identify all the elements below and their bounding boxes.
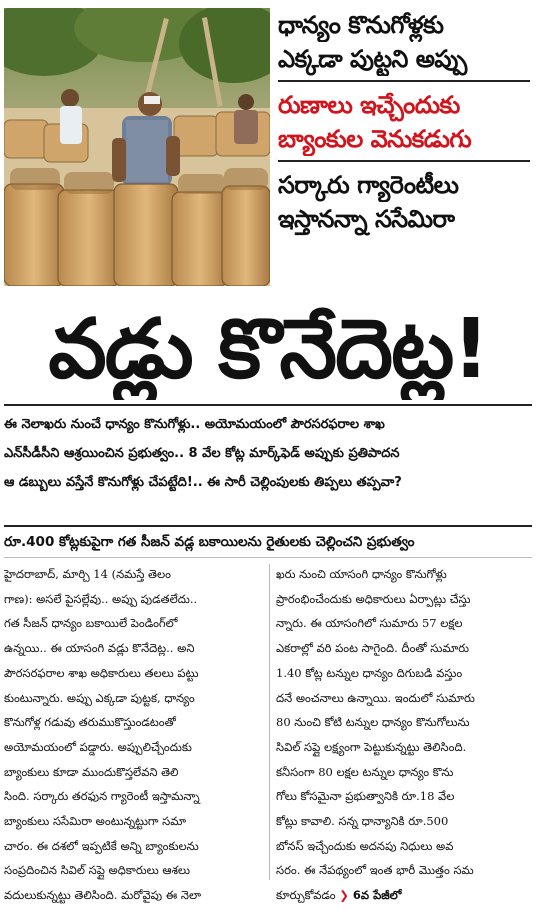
deck-line-6: ఇస్తానన్నా ససేమిరా (278, 205, 455, 233)
summary-line: రూ.400 కోట్లకుపైగా గత సీజన్‌ వడ్ల బకాయిలను రైతులకు చెల్లించని ప్రభుత్వం (4, 525, 532, 558)
deck-line-1: ధాన్యం కొనుగోళ్లకు (278, 11, 444, 39)
body-line: బ్యాంకులు కూడా ముందుకొస్తలేవని తెలి (4, 764, 179, 779)
article-left-column (4, 562, 266, 908)
intro-line: ఎన్‌సీడీసీని ఆశ్రయించిన ప్రభుత్వం.. 8 వేల కోట్ల మార్క్‌ఫెడ్‌ అప్పుకు ప్రతిపాదన (4, 446, 400, 461)
deck-divider (278, 80, 530, 82)
column-divider (269, 564, 270, 880)
headline-rule (4, 404, 532, 406)
body-line: బ్యాంకులు ససేమిరా అంటున్నట్టుగా సమా (4, 814, 187, 829)
body-line: 80 నుంచి కోటి టన్నుల ధాన్యం కొనుగోలును (276, 715, 470, 730)
deck-line-3: రుణాలు ఇచ్చేందుకు (278, 91, 460, 119)
body-line: చారం. ఈ దశలో ఇప్పటికే అన్ని బ్యాంకులను (4, 838, 199, 853)
body-line: న్నారు. ఈ యాసంగిలో సుమారు 57 లక్షల (276, 616, 463, 631)
intro-line: ఈ నెలాఖరు నుంచే ధాన్యం కొనుగోళ్లు.. అయోమయంలో పౌరసరఫరాల శాఖ (4, 417, 385, 432)
continued-page-label: 6వ పేజీలో (352, 888, 402, 903)
body-line: సివిల్‌ సప్లై లక్ష్యంగా పెట్టుకున్నట్టు తెలిసింది. (276, 739, 467, 754)
body-line: సంప్రదించిన సివిల్‌ సప్లై అధికారులు ఆశలు (4, 863, 191, 878)
body-line: వదులుకున్నట్టు తెలిసింది. మరోవైపు ఈ నెలా (4, 888, 202, 903)
body-line: ఖరు నుంచి యాసంగి ధాన్యం కొనుగోళ్లు (276, 567, 447, 581)
intro-line: ఆ డబ్బులు వస్తేనే కొనుగోళ్లు చేపట్టేది!.. ఈ సారీ చెల్లింపులకు తిప్పలు తప్పవా? (4, 475, 402, 490)
body-line: ఎకరాల్లో వరి పంట సాగైంది. దీంతో సుమారు (276, 641, 469, 656)
body-line: కొనుగోళ్ల గడువు తరుముకొస్తుండటంతో (4, 715, 176, 730)
body-line: గత సీజన్‌ ధాన్యం బకాయిలే పెండింగ్‌లో (4, 616, 178, 631)
body-line: గాణ): అసలే పైసల్లేవు.. అప్పు పుడతలేదు.. (4, 591, 198, 606)
chevron-right-icon: ❯ (339, 888, 349, 903)
deck-headlines (278, 8, 530, 236)
body-line: ప్రారంభించేందుకు అధికారులు ఏర్పాట్లు చేస్తు (276, 591, 471, 606)
body-line: కోట్లు కావాలి. సన్న ధాన్యానికి రూ.500 (276, 814, 449, 829)
body-line: అయోమయంలో పడ్డారు. అప్పులిచ్చేందుకు (4, 739, 192, 754)
body-line: బోనస్‌ ఇచ్చేందుకు అదనపు నిధులు అవ (276, 838, 454, 853)
article-right-column (276, 562, 536, 908)
intro-lines (4, 410, 532, 497)
deck-line-2: ఎక్కడా పుట్టని అప్పు (278, 45, 467, 73)
paddy-sacks-image (4, 8, 270, 286)
body-line-last (276, 883, 536, 908)
body-line-last-text: కూర్చుకోవడం (276, 888, 336, 903)
body-line: కుంటున్నారు. అప్పు ఎక్కడా పుట్టక, ధాన్యం (4, 690, 195, 705)
continued-on-page[interactable] (339, 888, 401, 902)
body-line: కనీసంగా 80 లక్షల టన్నుల ధాన్యం కొను (276, 764, 454, 779)
news-photo (4, 8, 270, 286)
body-line: ఉన్నయి.. ఈ యాసంగి వడ్లు కొనేదెట్ల.. అని (4, 641, 195, 656)
body-line: సరం. ఈ నేపథ్యంలో ఇంత భారీ మొత్తం సమ (276, 863, 474, 878)
body-line: పౌరసరఫరాల శాఖ అధికారులు తలలు పట్టు (4, 665, 199, 680)
deck-line-5: సర్కారు గ్యారెంటీలు (278, 171, 459, 199)
body-line: 1.40 కోట్ల టన్నుల ధాన్యం దిగుబడి వస్తుం (276, 665, 463, 680)
deck-line-4: బ్యాంకుల వెనుకడుగు (278, 125, 472, 153)
body-line: గోలు కోసమైనా ప్రభుత్వానికి రూ.18 వేల (276, 789, 455, 804)
body-line: దనే అంచనాలు ఉన్నాయి. ఇందులో సుమారు (276, 690, 475, 705)
body-line: సింది. సర్కారు తరఫున గ్యారెంటీ ఇస్తామన్నా (4, 789, 200, 804)
body-line: హైదరాబాద్‌, మార్చి 14 (నమస్తే తెలం (4, 567, 171, 581)
main-headline: వడ్లు కొనేదెట్ల! (48, 302, 488, 397)
deck-divider (278, 160, 530, 162)
